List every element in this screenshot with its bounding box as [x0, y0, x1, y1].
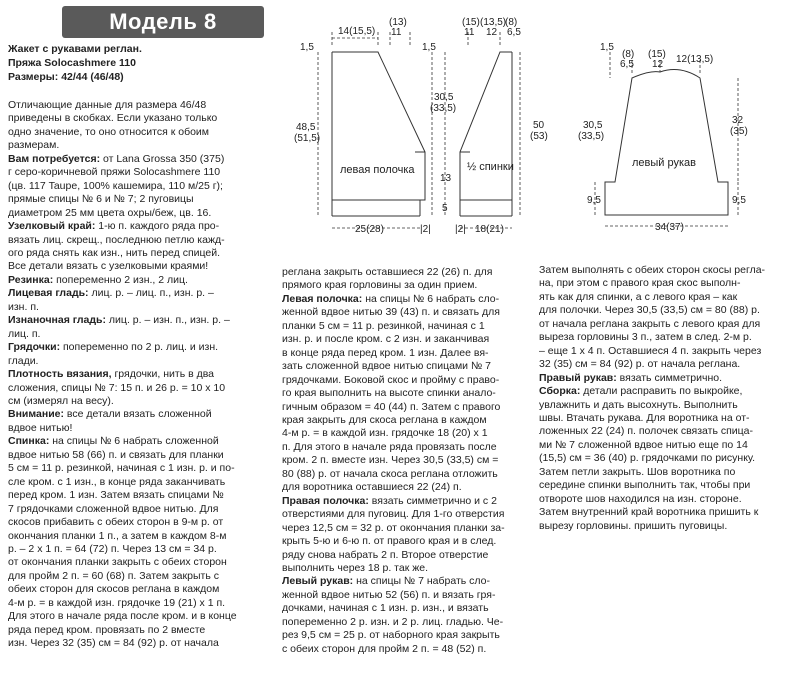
col1-line	[8, 382, 280, 395]
col3-line	[539, 331, 795, 344]
text-run: размерам.	[8, 139, 60, 152]
sleeve-top-a2: 6,5	[620, 59, 634, 70]
col3-line	[539, 425, 795, 438]
col2-line	[282, 306, 534, 319]
section-heading: Спинка:	[8, 435, 50, 448]
text-run: от Lana Grossa 350 (375)	[100, 152, 225, 165]
text-run: выреза горловины 3 п., затем в след. 2-м р.	[539, 331, 752, 344]
text-run: прямые спицы № 6 и № 7; 2 пуговицы	[8, 193, 194, 206]
back-top-left: 1,5	[422, 42, 436, 53]
text-run: р. – 2 x 1 п. = 64 (72) п. Через 13 см = 34 р.	[8, 542, 217, 555]
back-top-mid: (15)	[462, 17, 480, 28]
back-height: 50	[533, 120, 545, 131]
text-run: отвороте шов находился на изн. стороне.	[539, 492, 742, 505]
text-run: лиц. р. – лиц. п., изн. р. –	[88, 287, 214, 300]
text-run: гичным образом = 40 (44) п. Затем с правого	[282, 400, 501, 413]
col1-line	[8, 435, 280, 448]
col2-line	[282, 387, 534, 400]
text-run: вязать лиц. скрещ., последнюю петлю кажд-	[8, 233, 225, 246]
sleeve-raglan2: (33,5)	[578, 131, 605, 142]
back-edge: |2|	[455, 224, 466, 235]
text-run: 4-м р. = в каждой изн. грядочке 19 (21) x 1 п.	[8, 596, 226, 609]
text-run: края закрыть для скоса реглана в каждом	[282, 413, 487, 426]
text-run: 5 см = 11 р. резинкой, начиная с 1 изн. р. и по-	[8, 462, 235, 475]
text-run: женной вдвое нитью 39 (43) п. и связать для	[282, 306, 500, 319]
text-run: попеременно 2 изн., 2 лиц.	[53, 273, 188, 286]
front-neck-top: (13)	[389, 17, 407, 28]
text-run: прямого края горловины за один прием.	[282, 279, 478, 292]
text-run: Все детали вязать с узелковыми краями!	[8, 260, 209, 273]
col3-line	[539, 291, 795, 304]
text-run: выполнить через 18 р. так же.	[282, 561, 428, 574]
section-heading: Левый рукав:	[282, 575, 354, 588]
sleeve-right-top2: (35)	[730, 126, 748, 137]
text-run: на спицы № 6 набрать сложенной	[49, 435, 219, 448]
back-height2: (53)	[530, 131, 548, 142]
sleeve-top-a: (8)	[622, 49, 635, 60]
text-run: реглана закрыть оставшиеся 22 (26) п. для	[282, 266, 493, 278]
text-run: 1-ю п. каждого ряда про-	[95, 220, 220, 233]
back-raglan: 30,5	[434, 92, 454, 103]
col2-line	[282, 401, 534, 414]
col3-line	[539, 318, 795, 331]
col1-line	[8, 449, 280, 462]
text-run: го края выполнить на высоте спинки анало-	[282, 387, 496, 400]
col2-line	[282, 562, 534, 575]
text-run: на, при этом с правого края скос выполн-	[539, 277, 741, 290]
col1-line	[8, 597, 280, 610]
text-run: Отличающие данные для размера 46/48	[8, 99, 207, 111]
section-heading: Внимание:	[8, 408, 64, 421]
text-run: сле кром. с 1 изн., в конце ряда заканчивать	[8, 475, 226, 488]
text-run: с обеих сторон для пройм 2 п. = 48 (52) п.	[282, 642, 487, 655]
sleeve-bottom-width: 34(37)	[655, 222, 684, 233]
col2-line	[282, 293, 534, 306]
text-run: п. Для этого в начале ряда провязать после	[282, 440, 497, 453]
section-heading: Грядочки:	[8, 341, 61, 354]
col2-line	[282, 481, 534, 494]
text-run: ряда перед кром. провязать по 2 вместе	[8, 623, 206, 636]
col2-line	[282, 279, 534, 292]
col2-line	[282, 360, 534, 373]
sizes-line: Размеры: 42/44 (46/48)	[8, 71, 124, 83]
col2-line	[282, 616, 534, 629]
col2-line	[282, 454, 534, 467]
col2-line	[282, 414, 534, 427]
text-run: вырезу горловины. пришить пуговицы.	[539, 519, 728, 532]
back-side: 13	[440, 173, 452, 184]
text-run: ого ряда снять как изн., нить перед спицей.	[8, 246, 221, 259]
col3-line	[539, 385, 795, 398]
text-run: для пройм 2 п. = 60 (68) п. Затем закрыть с	[8, 569, 219, 582]
text-run: Для этого в начале ряда после кром. и в конце	[8, 610, 237, 623]
text-run: Затем петли закрыть. Шов воротника по	[539, 465, 736, 478]
col1-line	[8, 408, 280, 421]
text-run: зать сложенной вдвое нитью спицами № 7	[282, 360, 491, 373]
section-heading: Сборка:	[539, 385, 581, 398]
col1-line	[8, 556, 280, 569]
col2-line	[282, 427, 534, 440]
text-run: окончания планки 1 п., а затем в каждом 8-м	[8, 529, 227, 542]
text-run: грядочки, нить в два	[111, 368, 214, 381]
text-run: изн. Через 32 (35) см = 84 (92) р. от начала	[8, 637, 219, 650]
col2-line	[282, 629, 534, 642]
text-run: попеременно по 2 р. лиц. и изн.	[60, 341, 219, 354]
col3-line	[539, 452, 795, 465]
text-run: приведены в скобках. Если указано только	[8, 112, 218, 125]
sleeve-cuff-left: 9,5	[587, 195, 601, 206]
col3-line	[539, 466, 795, 479]
pattern-title: Жакет с рукавами реглан.	[8, 43, 142, 55]
col3-line	[539, 479, 795, 492]
col1-line	[8, 341, 280, 354]
col3-line	[539, 345, 795, 358]
col3-line	[539, 277, 795, 290]
col3-line	[539, 304, 795, 317]
text-run: в конце ряда перед кром. 1 изн. Далее вя-	[282, 346, 489, 359]
col1-line	[8, 328, 280, 341]
col1-line	[8, 570, 280, 583]
text-run: на спицы № 7 набрать сло-	[353, 575, 490, 588]
text-run: кром. 2 п. вместе изн. Через 30,5 (33,5) см =	[282, 454, 499, 467]
col2-line	[282, 589, 534, 602]
back-top-mid-b: 11	[464, 27, 475, 38]
front-bottom-width: 25(28)	[355, 224, 384, 235]
col1-line	[8, 301, 280, 314]
col1-line	[8, 530, 280, 543]
section-heading: Резинка:	[8, 273, 54, 286]
text-run: изн. п.	[8, 300, 39, 313]
col2-line	[282, 374, 534, 387]
text-run: – еще 1 x 4 п. Оставшиеся 4 п. закрыть через	[539, 344, 762, 357]
col3-line	[539, 372, 795, 385]
text-run: планки 5 см = 11 р. резинкой, начиная с 1	[282, 319, 485, 332]
col1-line	[8, 368, 280, 381]
col2-line	[282, 522, 534, 535]
text-run: вязать симметрично и с 2	[368, 494, 497, 507]
text-run: детали расправить по выкройке,	[580, 385, 743, 398]
sleeve-top-c: 12(13,5)	[676, 54, 714, 65]
col1-line	[8, 422, 280, 435]
text-run: ряду снова набрать 2 п. Второе отверстие	[282, 548, 489, 561]
col1-line	[8, 489, 280, 502]
front-edge: |2|	[420, 224, 431, 235]
col3-line	[539, 439, 795, 452]
col1-line	[8, 624, 280, 637]
col3-line	[539, 520, 795, 533]
text-run: вдвое нитью 58 (66) п. и связать для планки	[8, 448, 224, 461]
text-run: отверстиями для пуговиц. Для 1-го отверстия	[282, 508, 505, 521]
col3-line	[539, 358, 795, 371]
col2-line	[282, 602, 534, 615]
col1-line	[8, 476, 280, 489]
back-top-right: (8)	[505, 17, 518, 28]
text-run: изн. р. и после кром. с 2 изн. и заканчивая	[282, 333, 490, 346]
text-run: вязать симметрично.	[616, 371, 723, 384]
col1-line	[8, 395, 280, 408]
column-2	[282, 266, 534, 656]
back-label: ½ спинки	[467, 161, 514, 173]
section-heading: Узелковый край:	[8, 220, 96, 233]
back-top-right-b: 6,5	[507, 27, 521, 38]
col1-line	[8, 355, 280, 368]
front-shoulder-1: 1,5	[300, 42, 314, 53]
sleeve-top-b2: 12	[652, 59, 664, 70]
col1-line	[8, 543, 280, 556]
sleeve-top-b: (15)	[648, 49, 666, 60]
text-run: (15,5) см = 36 (40) р. грядочками по рисунку.	[539, 452, 756, 465]
text-run: через 12,5 см = 32 р. от окончания планки за-	[282, 521, 505, 534]
col2-line	[282, 575, 534, 588]
schematic-diagrams	[0, 0, 800, 265]
col1-line	[8, 637, 280, 650]
col2-line	[282, 535, 534, 548]
section-heading: Изнаночная гладь:	[8, 314, 107, 327]
front-height: 48,5	[296, 122, 316, 133]
col2-line	[282, 549, 534, 562]
text-run: для полочки. Через 30,5 (33,5) см = 80 (88) р.	[539, 304, 760, 317]
text-run: ложенных 22 (24) п. полочек связать спица-	[539, 425, 753, 438]
sleeve-top-left: 1,5	[600, 42, 614, 53]
col2-line	[282, 333, 534, 346]
text-run: середине спинки выполнить так, чтобы при	[539, 479, 751, 492]
col1-line	[8, 516, 280, 529]
sleeve-label: левый рукав	[632, 157, 696, 169]
back-bottom-width: 18(21)	[475, 224, 504, 235]
front-neck-top2: 11	[391, 27, 402, 38]
text-run: рез 9,5 см = 25 р. от наборного края закрыть	[282, 629, 500, 642]
text-run: на спицы № 6 набрать сло-	[362, 292, 500, 305]
text-run: перед кром. 1 изн. Затем вязать спицами №	[8, 489, 224, 502]
text-run: попеременно 2 р. изн. и 2 р. лиц. гладью. Че-	[282, 615, 504, 628]
col1-line	[8, 503, 280, 516]
back-band: 5	[442, 203, 448, 214]
text-run: скосов прибавить с обеих сторон в 9-м р. от	[8, 516, 224, 529]
text-run: сложения, спицы № 7: 15 п. и 26 р. = 10 x 10	[8, 381, 226, 394]
section-heading: Лицевая гладь:	[8, 287, 89, 300]
column-3	[539, 264, 795, 533]
front-top-width: 14(15,5)	[338, 26, 376, 37]
text-run: женной вдвое нитью 52 (56) п. и вязать гря-	[282, 588, 496, 601]
yarn-name: Пряжа Solocashmere 110	[8, 57, 136, 69]
back-schematic	[422, 17, 548, 235]
col3-line	[539, 412, 795, 425]
text-run: диаметром 25 мм цвета охры/беж, цв. 16.	[8, 206, 212, 219]
col1-line	[8, 610, 280, 623]
text-run: (цв. 117 Taupe, 100% кашемира, 110 м/25 г);	[8, 179, 223, 192]
col3-line	[539, 493, 795, 506]
text-run: ять как для спинки, а с левого края – как	[539, 290, 738, 303]
sleeve-raglan: 30,5	[583, 120, 603, 131]
back-top-mid2-b: 12	[486, 27, 498, 38]
text-run: швы. Втачать рукава. Для воротника на от-	[539, 411, 750, 424]
left-front-schematic	[294, 17, 432, 235]
text-run: ми № 7 сложенной вдвое нитью еще по 14	[539, 438, 748, 451]
text-run: 32 (35) см = 84 (92) р. от начала реглана.	[539, 358, 741, 371]
text-run: см (измерял на весу).	[8, 394, 114, 407]
text-run: увлажнить и дать высохнуть. Выполнить	[539, 398, 738, 411]
col2-line	[282, 643, 534, 656]
back-top-mid2: (13,5)	[480, 17, 507, 28]
text-run: лиц. п.	[8, 327, 41, 340]
col3-line	[539, 264, 795, 277]
col3-line	[539, 399, 795, 412]
col1-line	[8, 287, 280, 300]
section-heading: Вам потребуется:	[8, 152, 101, 165]
col2-line	[282, 508, 534, 521]
col1-line	[8, 274, 280, 287]
text-run: глади.	[8, 354, 39, 367]
text-run: обеих сторон для скосов реглана в каждом	[8, 583, 220, 596]
model-badge: Модель 8	[62, 6, 264, 38]
text-run: 80 (88) р. от начала скоса реглана отложить	[282, 467, 498, 480]
col2-line	[282, 441, 534, 454]
text-run: Затем внутренний край воротника пришить к	[539, 506, 759, 519]
col1-line	[8, 462, 280, 475]
col2-line	[282, 347, 534, 360]
text-run: одно значение, то оно относится к обоим	[8, 125, 210, 138]
col2-line	[282, 468, 534, 481]
col3-line	[539, 506, 795, 519]
text-run: грядочками. Боковой скос и пройму с право-	[282, 373, 500, 386]
section-heading: Плотность вязания,	[8, 368, 112, 381]
text-run: от начала реглана закрыть с левого края для	[539, 317, 761, 330]
col1-line	[8, 583, 280, 596]
col2-line	[282, 495, 534, 508]
col2-line	[282, 266, 534, 279]
sleeve-right-top: 32	[732, 115, 744, 126]
text-run: вдвое нитью!	[8, 421, 73, 434]
sleeve-schematic	[578, 42, 748, 233]
sleeve-cuff-right: 9,5	[732, 195, 746, 206]
section-heading: Правый рукав:	[539, 371, 617, 384]
text-run: для воротника оставшиеся 22 (24) п.	[282, 481, 462, 494]
text-run: 7 грядочками сложенной вдвое нитью. Для	[8, 502, 219, 515]
text-run: крыть 5-ю и 6-ю п. от правого края и в след.	[282, 535, 497, 548]
text-run: лиц. р. – изн. п., изн. р. –	[106, 314, 230, 327]
back-raglan2: (33,5)	[430, 103, 457, 114]
section-heading: Правая полочка:	[282, 494, 369, 507]
text-run: Затем выполнять с обеих сторон скосы регла-	[539, 264, 766, 276]
col1-line	[8, 314, 280, 327]
col2-line	[282, 320, 534, 333]
text-run: все детали вязать сложенной	[63, 408, 212, 421]
text-run: от окончания планки закрыть с обеих сторон	[8, 556, 227, 569]
text-run: 4-м р. = в каждой изн. грядочке 18 (20) x 1	[282, 427, 488, 440]
front-label: левая полочка	[340, 164, 415, 176]
text-run: дочками, начиная с 1 изн. р. изн., и вязать	[282, 602, 489, 615]
section-heading: Левая полочка:	[282, 292, 363, 305]
text-run: г серо-коричневой пряжи Solocashmere 110	[8, 166, 221, 179]
front-height2: (51,5)	[294, 133, 321, 144]
